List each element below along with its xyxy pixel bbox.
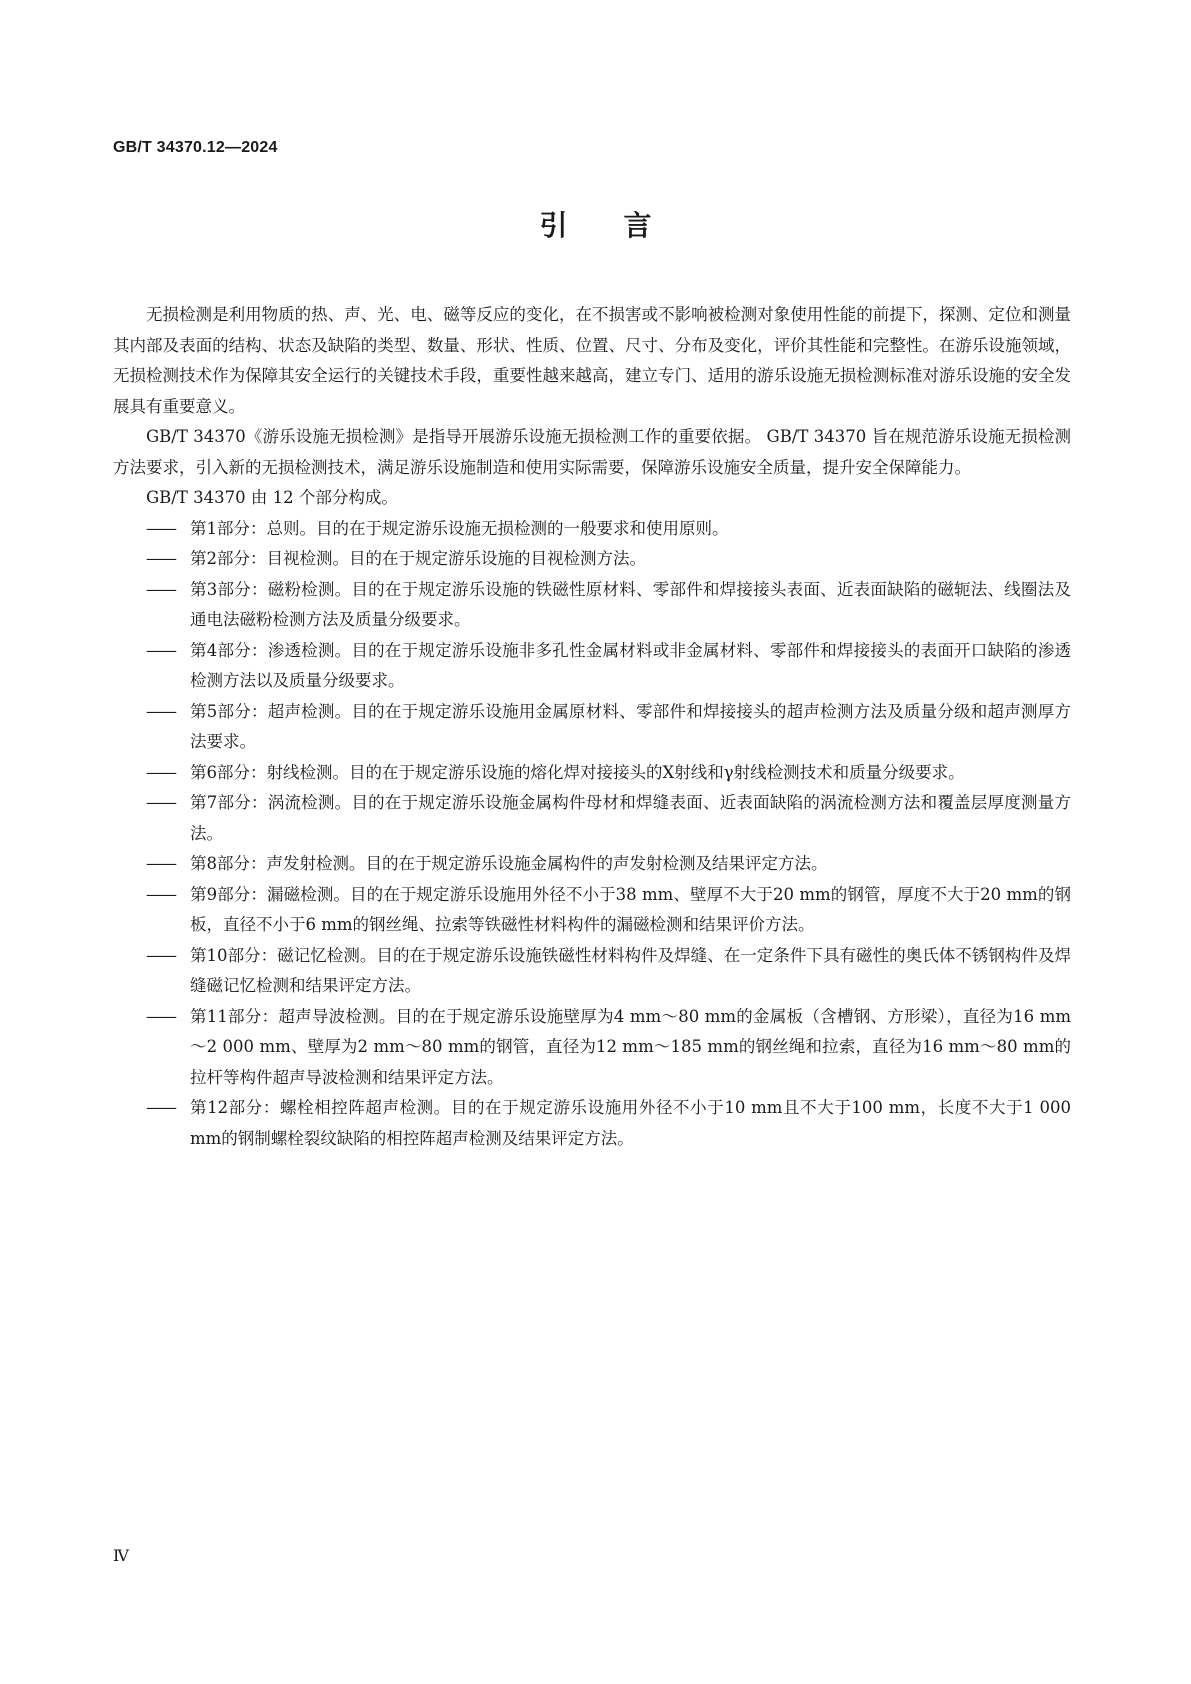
part-text: 第10部分：磁记忆检测。目的在于规定游乐设施铁磁性材料构件及焊缝、在一定条件下具有磁性的奥氏体不锈钢构件及焊缝磁记忆检测和结果评定方法。 <box>190 945 1071 995</box>
paragraph: GB/T 34370 由 12 个部分构成。 <box>146 488 398 507</box>
standard-number: GB/T 34370.12—2024 <box>113 139 278 156</box>
dash-marker: —— <box>146 549 175 568</box>
dash-marker: —— <box>146 945 175 965</box>
page-number: Ⅳ <box>113 1546 129 1565</box>
part-text: 第11部分：超声导波检测。目的在于规定游乐设施壁厚为4 mm～80 mm的金属板（含槽钢、方形梁），直径为16 mm～2 000 mm、壁厚为2 mm～80 mm的钢管，直径为12 mm～185 mm的钢丝绳和拉索，直径为16 mm～80 mm的拉杆等构件超声导波检测和结果评定方法。 <box>190 1006 1071 1087</box>
dash-marker: —— <box>146 579 175 599</box>
paragraph: 无损检测是利用物质的热、声、光、电、磁等反应的变化，在不损害或不影响被检测对象使用性能的前提下，探测、定位和测量其内部及表面的结构、状态及缺陷的类型、数量、形状、性质、位置、尺寸、分布及变化，评价其性能和完整性。在游乐设施领域，无损检测技术作为保障其安全运行的关键技术手段，重要性越来越高，建立专门、适用的游乐设施无损检测标准对游乐设施的安全发展具有重要意义。 <box>113 305 1071 416</box>
paragraph: GB/T 34370《游乐设施无损检测》是指导开展游乐设施无损检测工作的重要依据。 GB/T 34370 旨在规范游乐设施无损检测方法要求，引入新的无损检测技术，满足游乐设施制造和使用实际需要，保障游乐设施安全质量，提升安全保障能力。 <box>113 427 1071 477</box>
part-text: 第4部分：渗透检测。目的在于规定游乐设施非多孔性金属材料或非金属材料、零部件和焊接接头的表面开口缺陷的渗透检测方法以及质量分级要求。 <box>190 640 1071 690</box>
part-text: 第8部分：声发射检测。目的在于规定游乐设施金属构件的声发射检测及结果评定方法。 <box>190 854 828 873</box>
dash-marker: —— <box>146 640 175 660</box>
part-text: 第3部分：磁粉检测。目的在于规定游乐设施的铁磁性原材料、零部件和焊接接头表面、近表面缺陷的磁轭法、线圈法及通电法磁粉检测方法及质量分级要求。 <box>190 579 1071 629</box>
list-item <box>113 544 1071 575</box>
dash-marker: —— <box>146 1006 175 1026</box>
part-text: 第5部分：超声检测。目的在于规定游乐设施用金属原材料、零部件和焊接接头的超声检测方法及质量分级和超声测厚方法要求。 <box>190 701 1071 751</box>
part-text: 第7部分：涡流检测。目的在于规定游乐设施金属构件母材和焊缝表面、近表面缺陷的涡流检测方法和覆盖层厚度测量方法。 <box>190 793 1071 843</box>
list-item <box>113 697 1071 758</box>
part-text: 第6部分：射线检测。目的在于规定游乐设施的熔化焊对接接头的X射线和γ射线检测技术和质量分级要求。 <box>190 762 965 782</box>
list-item <box>113 880 1071 941</box>
dash-marker: —— <box>146 884 175 904</box>
list-item <box>113 514 1071 545</box>
part-text: 第12部分：螺栓相控阵超声检测。目的在于规定游乐设施用外径不小于10 mm且不大于100 mm，长度不大于1 000 mm的钢制螺栓裂纹缺陷的相控阵超声检测及结果评定方法。 <box>190 1098 1071 1148</box>
part-text: 第9部分：漏磁检测。目的在于规定游乐设施用外径不小于38 mm、壁厚不大于20 mm的钢管，厚度不大于20 mm的钢板，直径不小于6 mm的钢丝绳、拉索等铁磁性材料构件的漏磁检测和结果评价方法。 <box>190 884 1071 934</box>
list-item <box>113 636 1071 697</box>
part-text: 第2部分：目视检测。目的在于规定游乐设施的目视检测方法。 <box>190 549 646 568</box>
list-item <box>113 941 1071 1002</box>
introduction-body <box>113 300 1071 1154</box>
list-item <box>113 1093 1071 1154</box>
dash-marker: —— <box>146 701 175 721</box>
list-item <box>113 788 1071 849</box>
list-item <box>113 849 1071 880</box>
dash-marker: —— <box>146 518 175 538</box>
part-text: 第1部分：总则。目的在于规定游乐设施无损检测的一般要求和使用原则。 <box>190 518 729 538</box>
list-item <box>113 1002 1071 1094</box>
page-title: 引言 <box>539 209 708 242</box>
dash-marker: —— <box>146 854 175 873</box>
list-item <box>113 758 1071 789</box>
dash-marker: —— <box>146 793 175 812</box>
list-item <box>113 575 1071 636</box>
dash-marker: —— <box>146 762 175 782</box>
dash-marker: —— <box>146 1098 175 1117</box>
parts-list <box>113 514 1071 1155</box>
